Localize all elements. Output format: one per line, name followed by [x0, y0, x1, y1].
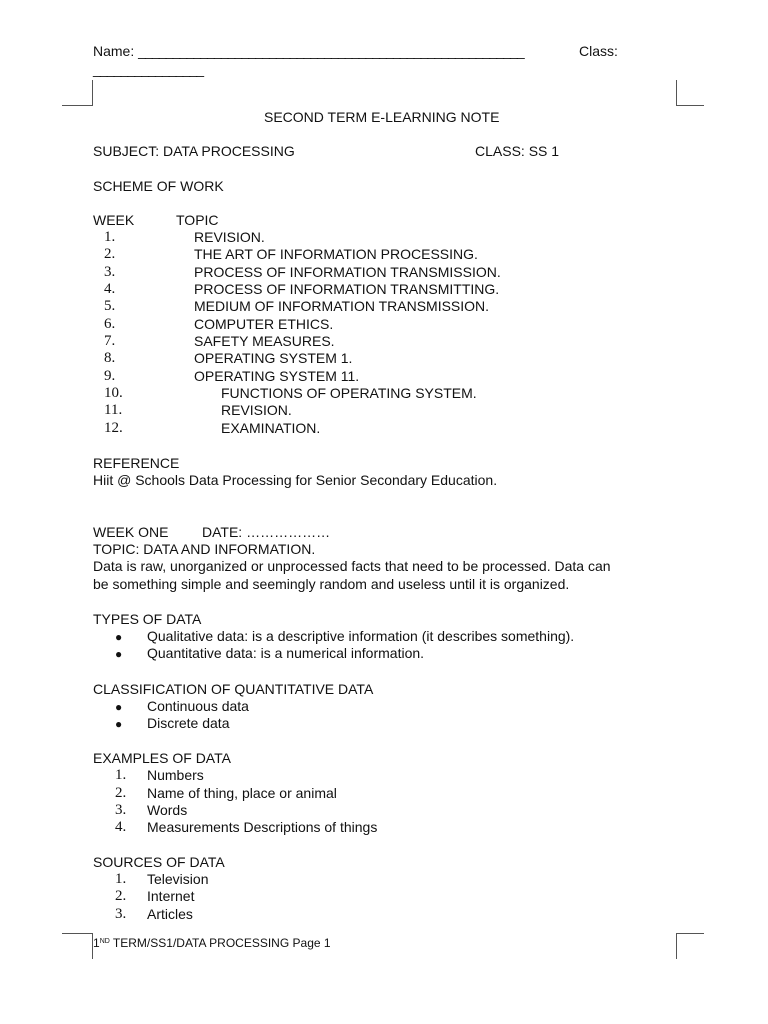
reference-heading: REFERENCE — [93, 455, 180, 471]
scheme-topic: SAFETY MEASURES. — [194, 333, 335, 349]
scheme-topic: REVISION. — [221, 402, 292, 418]
list-number: 1. — [115, 871, 127, 887]
scheme-number: 3. — [104, 264, 116, 280]
topic-column-header: TOPIC — [176, 212, 219, 228]
list-item: Measurements Descriptions of things — [147, 819, 378, 835]
bullet-icon: ● — [115, 700, 123, 714]
list-number: 4. — [115, 819, 127, 835]
examples-heading: EXAMPLES OF DATA — [93, 750, 231, 766]
types-heading: TYPES OF DATA — [93, 611, 202, 627]
list-item: Words — [147, 802, 188, 818]
scheme-topic: COMPUTER ETHICS. — [194, 316, 334, 332]
crop-mark-bottom-right — [676, 933, 677, 959]
list-item: Continuous data — [147, 698, 249, 714]
list-number: 2. — [115, 888, 127, 904]
scheme-topic: MEDIUM OF INFORMATION TRANSMISSION. — [194, 298, 490, 314]
date-label: DATE: ……………… — [202, 524, 331, 540]
bullet-icon: ● — [115, 630, 123, 644]
scheme-topic: FUNCTIONS OF OPERATING SYSTEM. — [221, 385, 477, 401]
list-item: Quantitative data: is a numerical information. — [147, 645, 425, 661]
scheme-topic: PROCESS OF INFORMATION TRANSMISSION. — [194, 264, 501, 280]
list-item: Numbers — [147, 767, 204, 783]
list-number: 2. — [115, 785, 127, 801]
list-item: Internet — [147, 888, 195, 904]
scheme-topic: REVISION. — [194, 229, 265, 245]
subject-label: SUBJECT: DATA PROCESSING — [93, 143, 295, 159]
scheme-number: 6. — [104, 316, 116, 332]
bullet-icon: ● — [115, 647, 123, 661]
scheme-number: 4. — [104, 281, 116, 297]
scheme-number: 11. — [104, 402, 123, 418]
scheme-topic: OPERATING SYSTEM 1. — [194, 350, 353, 366]
sources-heading: SOURCES OF DATA — [93, 854, 225, 870]
week-label: WEEK ONE — [93, 524, 169, 540]
scheme-topic: PROCESS OF INFORMATION TRANSMITTING. — [194, 281, 500, 297]
footer-text: TERM/SS1/DATA PROCESSING Page 1 — [109, 936, 331, 950]
crop-mark-top-right — [676, 105, 704, 106]
list-item: Articles — [147, 906, 193, 922]
scheme-number: 1. — [104, 229, 116, 245]
scheme-number: 2. — [104, 246, 116, 262]
topic-line: TOPIC: DATA AND INFORMATION. — [93, 541, 316, 557]
list-item: Discrete data — [147, 715, 230, 731]
crop-mark-bottom-left — [62, 933, 92, 934]
scheme-topic: THE ART OF INFORMATION PROCESSING. — [194, 246, 478, 262]
name-line — [93, 43, 524, 60]
scheme-heading: SCHEME OF WORK — [93, 178, 224, 194]
definition-line-2: be something simple and seemingly random and useless until it is organized. — [93, 576, 570, 592]
scheme-topic: EXAMINATION. — [221, 420, 321, 436]
bullet-icon: ● — [115, 717, 123, 731]
class-label: Class: — [579, 43, 618, 59]
classification-heading: CLASSIFICATION OF QUANTITATIVE DATA — [93, 681, 374, 697]
crop-mark-top-left — [62, 105, 92, 106]
class-info: CLASS: SS 1 — [475, 143, 560, 159]
scheme-topic: OPERATING SYSTEM 11. — [194, 368, 360, 384]
scheme-number: 9. — [104, 368, 116, 384]
class-blank: ________________ — [93, 61, 204, 77]
footer-prefix: 1 — [93, 936, 100, 950]
list-item: Qualitative data: is a descriptive information (it describes something). — [147, 628, 575, 644]
name-blank: ________________________________________________________ — [138, 43, 524, 59]
reference-text: Hiit @ Schools Data Processing for Senior Secondary Education. — [93, 472, 498, 488]
name-label: Name: — [93, 43, 135, 59]
crop-mark-bottom-right — [676, 933, 704, 934]
crop-mark-top-left — [92, 80, 93, 106]
list-item: Name of thing, place or animal — [147, 785, 337, 801]
list-item: Television — [147, 871, 209, 887]
scheme-number: 7. — [104, 333, 116, 349]
week-column-header: WEEK — [93, 212, 135, 228]
list-number: 3. — [115, 802, 127, 818]
page-title: SECOND TERM E-LEARNING NOTE — [264, 109, 500, 125]
scheme-number: 10. — [104, 385, 123, 401]
definition-line-1: Data is raw, unorganized or unprocessed facts that need to be processed. Data can — [93, 558, 611, 574]
scheme-number: 8. — [104, 350, 116, 366]
crop-mark-top-right — [676, 80, 677, 106]
scheme-number: 5. — [104, 298, 116, 314]
page-footer — [93, 935, 331, 952]
list-number: 3. — [115, 906, 127, 922]
footer-superscript: ND — [99, 938, 110, 945]
scheme-number: 12. — [104, 420, 123, 436]
list-number: 1. — [115, 767, 127, 783]
